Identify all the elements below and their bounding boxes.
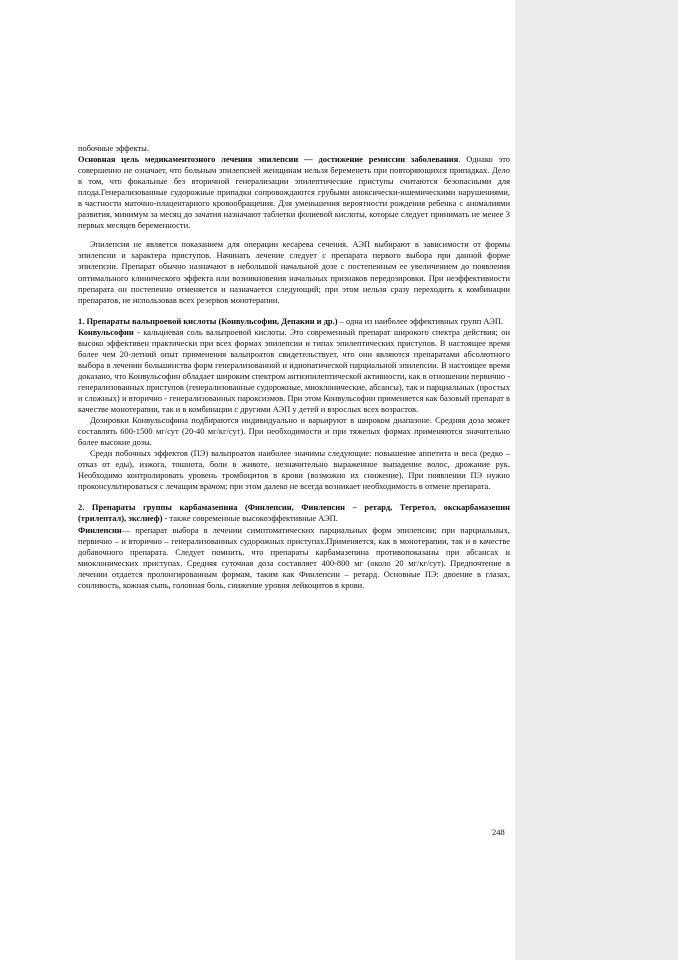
valproate-title-text: – одна из наиболее эффективных групп АЭП.: [337, 315, 504, 326]
paragraph-valproate-side-effects: Среди побочных эффектов (ПЭ) вальпроатов наиболее значимы следующие: повышение аппетита и веса (редко – отказ от еды), изжога, тошнота, боли в животе, незначительно выраженное выпадение волос, дрожание рук. Необходимо контролировать уровень тромбоцитов в крови (возможно их снижение). При появлении ПЭ нужно проконсультироваться с лечащим врачом; при этом далеко не всегда возникает необходимость в отмене препарата.: [78, 448, 510, 492]
main-goal-text: . Однако это совершенно не означает, что больным эпилепсией женщинам нельзя беременеть при повторяющихся припадках. Дело в том, что фокальные без вторичной генерализации эпилептические приступы считаются безопасными для плода.Генерализованные судорожные припадки сопровождаются грубыми аноксически-ишемическими нарушениями, в частности маточно-плацентарного кровообращения. Для уменьшения вероятности рождения ребенка с аномалиями развития, минимум за месяц до зачатия назначают таблетки фолиевой кислоты, которые следует принимать не менее 3 первых месяцев беременности.: [78, 154, 510, 231]
carbamazepine-title: 2. Препараты группы карбамазепина (Финлепсин, Финлепсин – ретард, Тегретол, окскарбамазепин (трилептал), экслиеф): [78, 502, 510, 524]
page-number: 248: [492, 827, 505, 837]
document-body: [78, 143, 510, 591]
carbamazepine-title-text: - также современные высокоэффективные АЭП.: [162, 513, 338, 524]
paragraph-dosage: Дозировки Конвульсофина подбираются индивидуально и варьируют в широком диапазоне. Средняя доза может составлять 600-1500 мг/сут (20-40 мг/кг/сут). При необходимости и при тяжелых формах применяются значительно более высокие дозы.: [78, 415, 510, 448]
paragraph-side-effects: побочные эффекты.: [78, 143, 149, 153]
section-carbamazepine-heading: [78, 502, 510, 524]
finlepsin-term: Финлепсин: [78, 524, 122, 535]
finlepsin-text: — препарат выбора в лечении симптоматических парциальных форм эпилепсии; при парциальных, первично – и вторично – генерализованных судорожных приступах.Применяется, как в монотерапии, так и в качестве добавочного препарата. Следует помнить, что препараты карбамазепина противопоказаны при абсансах и миоклонических приступах. Средняя суточная доза составляет 400-800 мг (около 20 мг/кг/сут). Предпочтение в лечении отдается пролонгированным формам, таким как Финлепсин – ретард. Основные ПЭ: двоение в глазах, сонливость, кожная сыпь, головная боль, снижение уровня лейкоцитов в крови.: [78, 524, 510, 590]
paragraph-finlepsin: [78, 525, 510, 591]
section-valproate-heading: [78, 316, 510, 327]
comment-pane: [515, 0, 678, 960]
paragraph-main-goal: [78, 154, 510, 231]
paragraph-cesarean: Эпилепсия не является показанием для операции кесарева сечения. АЭП выбирают в зависимости от формы эпилепсии и характера приступов. Начинать лечение следует с препарата первого выбора при данной форме эпилепсии. Препарат обычно назначают в небольшой начальной дозе с постепенным ее увеличением до появления оптимального клинического эффекта или возникновения начальных признаков передозировки. При неэффективности препарата он постепенно отменяется и назначается следующий; при этом нельзя сразу переходить к комбинации препаратов, не использовав всех резервов монотерапии.: [78, 239, 510, 305]
paragraph-convulsofin: [78, 327, 510, 415]
convulsofin-term: Конвульсофин: [78, 326, 134, 337]
main-goal-heading: Основная цель медикаментозного лечения эпилепсии — достижение ремиссии заболевания: [78, 154, 459, 165]
valproate-title: 1. Препараты вальпроевой кислоты (Конвульсофин, Депакин и др.): [78, 315, 338, 326]
convulsofin-text: - кальциевая соль вальпроевой кислоты. Это современный препарат широкого спектра действия; он высоко эффективен практически при всех формах эпилепсии и типах эпилептических приступов. В настоящее время более чем 20-летний опыт применения вальпроатов свидетельствует, что они являются препаратами абсолютного выбора в лечении большинства форм генерализованной и идиопатической парциальной эпилепсии. В настоящее время доказано, что Конвульсофин обладает широким спектром антиэпилептической активности, как в отношении первично - генерализованных приступов (генерализованные судорожные, миоклонические, абсансы), так и парциальных (простых и сложных) и вторично - генерализованных пароксизмов. При этом Конвульсофин применяется как базовый препарат в качестве монотерапии, так и в комбинации с другими АЭП у детей и взрослых всех возрастов.: [78, 326, 510, 415]
